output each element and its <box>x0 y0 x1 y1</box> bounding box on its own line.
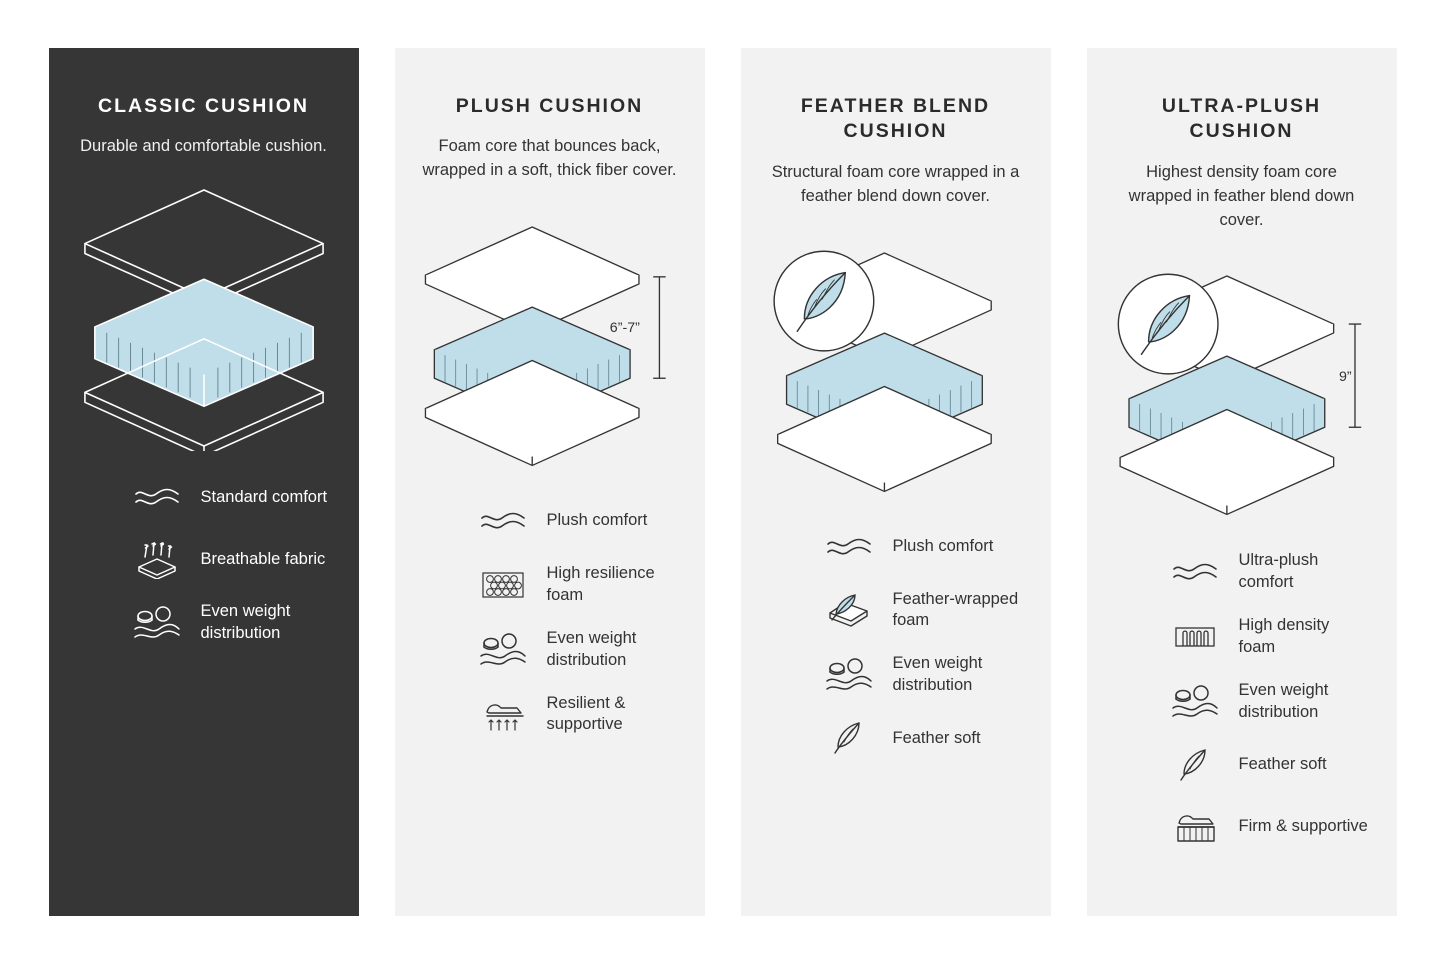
feature-item <box>131 601 333 644</box>
wave-comfort-icon <box>823 527 875 567</box>
card-description: Structural foam core wrapped in a feather blend down cover. <box>771 162 1020 205</box>
feature-label: Breathable fabric <box>200 549 326 568</box>
feature-label: Plush comfort <box>892 536 994 555</box>
feature-label: Feather soft <box>1238 755 1327 774</box>
wave-comfort-icon <box>131 477 183 517</box>
feather-icon <box>823 718 875 758</box>
feature-item <box>1169 680 1371 723</box>
resilient-support-icon <box>477 694 529 734</box>
cushion-card-feather-blend <box>741 48 1051 916</box>
feature-item <box>823 653 1025 696</box>
card-title: PLUSH CUSHION <box>455 95 644 117</box>
feature-item <box>1169 550 1371 593</box>
cushion-illustration-classic <box>75 181 333 471</box>
breathable-fabric-icon <box>131 539 183 579</box>
even-weight-distribution-icon <box>131 603 183 643</box>
feature-list <box>1113 550 1371 847</box>
even-weight-distribution-icon <box>1169 682 1221 722</box>
feature-item <box>823 589 1025 632</box>
feature-item <box>1169 745 1371 785</box>
feature-item <box>1169 807 1371 847</box>
card-title: ULTRA-PLUSH CUSHION <box>1161 95 1322 143</box>
feature-label: High resilience foam <box>546 564 655 604</box>
card-description: Foam core that bounces back, wrapped in a soft, thick fiber cover. <box>422 137 677 180</box>
cushion-card-plush <box>395 48 705 916</box>
feature-item <box>823 718 1025 758</box>
feature-item <box>477 563 679 606</box>
card-description: Highest density foam core wrapped in feather blend down cover. <box>1128 162 1355 229</box>
feature-label: Feather soft <box>892 728 981 747</box>
cushion-illustration-ultra-plush <box>1113 254 1371 544</box>
dimension-label: 9” <box>1338 369 1352 386</box>
high-density-foam-icon <box>1169 617 1221 657</box>
feature-list <box>75 477 333 644</box>
even-weight-distribution-icon <box>477 630 529 670</box>
feather-badge-icon <box>1118 275 1218 375</box>
feature-label: Even weight distribution <box>1238 681 1329 721</box>
exploded-cushion-diagram <box>75 181 333 451</box>
feature-item <box>477 501 679 541</box>
feature-label: Even weight distribution <box>892 654 983 694</box>
feature-list <box>421 501 679 736</box>
feature-item <box>477 693 679 736</box>
dimension-label: 6”-7” <box>609 320 640 337</box>
feather-badge-icon <box>774 251 874 351</box>
feature-label: Even weight distribution <box>200 602 291 642</box>
cushion-card-classic <box>49 48 359 916</box>
firm-support-icon <box>1169 807 1221 847</box>
feature-label: Plush comfort <box>546 511 648 530</box>
even-weight-distribution-icon <box>823 655 875 695</box>
feature-label: Resilient & supportive <box>546 693 626 734</box>
feature-item <box>823 527 1025 567</box>
cushion-illustration-plush <box>421 205 679 495</box>
feature-item <box>1169 615 1371 658</box>
exploded-cushion-diagram <box>767 231 1025 501</box>
feature-item <box>477 628 679 671</box>
cushion-illustration-feather-blend <box>767 231 1025 521</box>
card-description: Durable and comfortable cushion. <box>80 137 327 156</box>
feature-label: Standard comfort <box>200 487 328 506</box>
feature-item <box>131 539 333 579</box>
wave-comfort-icon <box>477 501 529 541</box>
wave-comfort-icon <box>1169 552 1221 592</box>
feature-item <box>131 477 333 517</box>
feature-label: High density foam <box>1238 616 1330 656</box>
exploded-cushion-diagram <box>421 205 679 475</box>
card-title: FEATHER BLEND CUSHION <box>800 95 991 143</box>
feature-list <box>767 527 1025 759</box>
feature-label: Ultra-plush comfort <box>1238 551 1319 591</box>
feature-label: Even weight distribution <box>546 629 637 669</box>
feature-label: Feather-wrapped foam <box>892 589 1019 629</box>
feather-icon <box>1169 745 1221 785</box>
honeycomb-foam-icon <box>477 565 529 605</box>
exploded-cushion-diagram <box>1113 254 1371 524</box>
cushion-card-ultra-plush <box>1087 48 1397 916</box>
feature-label: Firm & supportive <box>1238 817 1368 836</box>
card-title: CLASSIC CUSHION <box>98 95 309 117</box>
feather-wrapped-foam-icon <box>823 590 875 630</box>
